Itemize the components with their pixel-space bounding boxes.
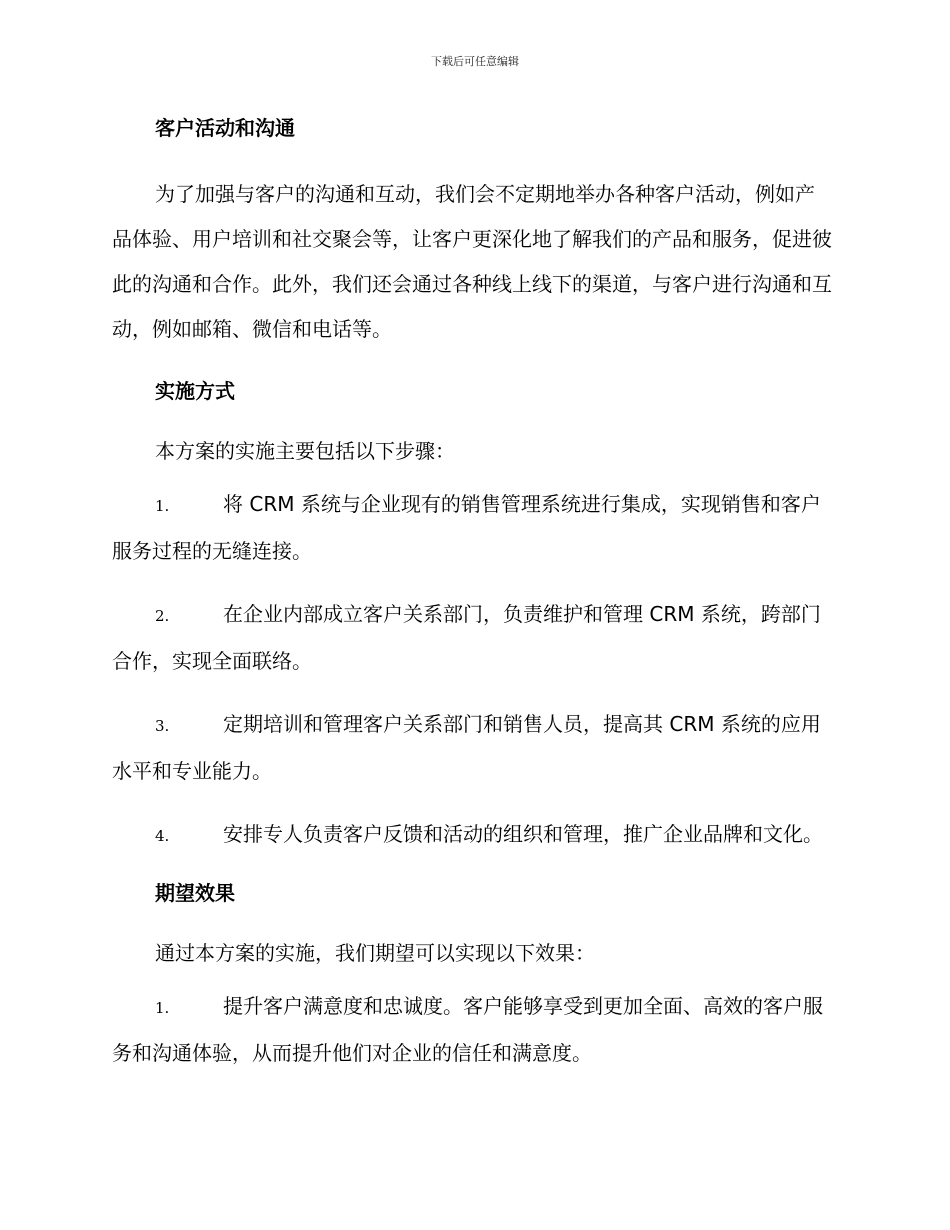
list-item-text: 在企业内部成立客户关系部门，负责维护和管理 CRM 系统，跨部门合作，实现全面联络。: [112, 602, 821, 673]
section-heading-expected-results: 期望效果: [155, 881, 235, 905]
list-item-text: 将 CRM 系统与企业现有的销售管理系统进行集成，实现销售和客户服务过程的无缝连接。: [112, 492, 821, 563]
section-heading-implementation: 实施方式: [155, 379, 235, 403]
list-item-number: 4.: [155, 827, 170, 845]
section-intro-expected-results: 通过本方案的实施，我们期望可以实现以下效果：: [155, 941, 595, 965]
list-item: [112, 702, 834, 794]
list-item-text: 提升客户满意度和忠诚度。客户能够享受到更加全面、高效的客户服务和沟通体验，从而提升他们对企业的信任和满意度。: [112, 994, 823, 1065]
document-body: [112, 112, 834, 1094]
list-item-number: 1.: [155, 999, 170, 1017]
list-item-number: 3.: [155, 717, 170, 735]
list-item: [112, 812, 834, 859]
section-intro-implementation: 本方案的实施主要包括以下步骤：: [155, 439, 455, 463]
page-header-note: 下载后可任意编辑: [431, 55, 519, 68]
list-item: [112, 592, 834, 684]
list-item-number: 1.: [155, 497, 170, 515]
section-paragraph-customer-activities: 为了加强与客户的沟通和互动，我们会不定期地举办各种客户活动，例如产品体验、用户培训和社交聚会等，让客户更深化地了解我们的产品和服务，促进彼此的沟通和合作。此外，我们还会通过各种线上线下的渠道，与客户进行沟通和互动，例如邮箱、微信和电话等。: [112, 182, 832, 341]
list-item-text: 定期培训和管理客户关系部门和销售人员，提高其 CRM 系统的应用水平和专业能力。: [112, 712, 821, 783]
section-heading-customer-activities: 客户活动和沟通: [155, 116, 295, 140]
list-item: [112, 482, 834, 574]
list-item: [112, 984, 834, 1076]
list-item-text: 安排专人负责客户反馈和活动的组织和管理，推广企业品牌和文化。: [223, 822, 823, 846]
list-item-number: 2.: [155, 607, 170, 625]
